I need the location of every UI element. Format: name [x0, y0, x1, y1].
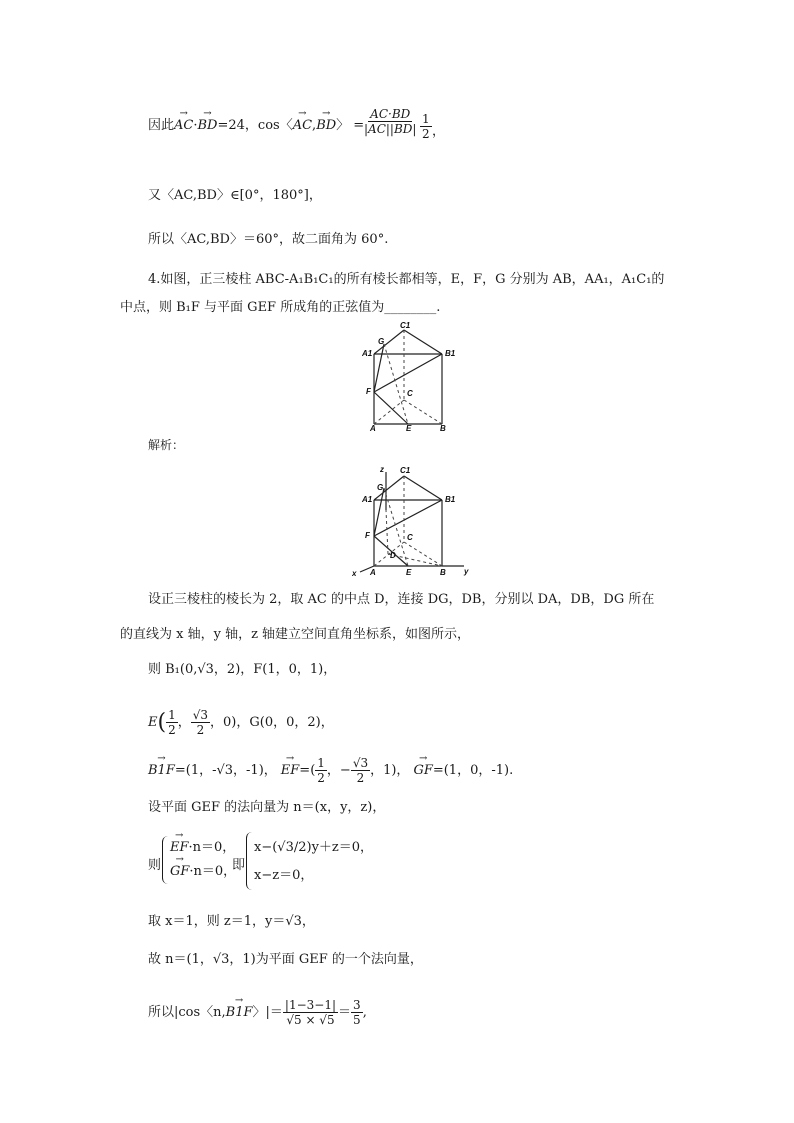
ef-x-fraction	[315, 756, 327, 785]
cos-fraction	[362, 107, 418, 136]
solution-vectors	[148, 756, 513, 785]
system-1	[162, 836, 237, 884]
fig2-label-a1: A1	[362, 495, 373, 504]
system-1-row-2	[170, 864, 236, 880]
fig1-label-a: A	[370, 424, 376, 432]
ef-mid: ，−	[326, 762, 351, 778]
vector-bd: → BD	[198, 118, 218, 134]
fig1-label-b1: B1	[445, 349, 456, 358]
text-prefix: 因此	[148, 118, 175, 133]
fig1-label-c1: C1	[400, 322, 411, 330]
solution-choose-x: 取 x＝1，则 z＝1，y＝√3，	[148, 914, 315, 929]
solution-points-e-g	[148, 708, 334, 737]
e-y-num: √3	[192, 708, 209, 722]
final-prefix: 所以|cos〈n,	[148, 1004, 226, 1020]
final-mid: 〉|＝	[252, 1004, 283, 1020]
vector-b1f-value: =(1，-√3，-1)，	[174, 762, 277, 778]
vector-gf: → GF	[413, 763, 432, 779]
final-rhs-fraction	[351, 998, 363, 1027]
solution-line-conclusion: 所以〈AC,BD〉＝60°，故二面角为 60°.	[148, 232, 389, 247]
system-2-row-2: x−z＝0，	[254, 868, 314, 883]
fig2-label-g: G	[377, 483, 384, 492]
solution-setup-2: 的直线为 x 轴，y 轴，z 轴建立空间直角坐标系，如图所示，	[120, 627, 471, 642]
cos-fraction-numerator: AC·BD	[370, 107, 411, 121]
fig2-label-b1: B1	[445, 495, 456, 504]
e-x-num: 1	[168, 708, 176, 722]
system-2-brace	[246, 832, 252, 890]
cos-fraction-denominator: |AC||BD|	[364, 122, 417, 136]
solution-points-b1-f: 则 B₁(0,√3，2)，F(1，0，1)，	[148, 662, 337, 677]
ef-y-den: 2	[356, 771, 365, 785]
fig2-label-c: C	[407, 533, 413, 542]
ef-x-den: 2	[317, 771, 325, 785]
vector-ef: → EF	[281, 763, 300, 779]
ef-eq: =(	[299, 762, 316, 778]
fig2-label-a: A	[370, 568, 376, 577]
vector-ac-2: → AC	[293, 118, 312, 134]
paren-open: (	[157, 709, 167, 735]
comma-e: ，	[177, 714, 191, 730]
vector-b1f: → B1F	[148, 763, 175, 779]
ef-x-num: 1	[317, 756, 325, 770]
final-num: |1−3−1|	[284, 998, 337, 1012]
vector-ac: → AC	[174, 118, 193, 134]
system-2	[246, 832, 374, 890]
fig2-label-e: E	[406, 568, 412, 577]
analysis-label: 解析：	[148, 438, 185, 452]
final-eq: ＝	[338, 1004, 352, 1020]
prism-figure	[362, 322, 482, 432]
text-close: 〉 =	[336, 118, 365, 133]
solution-ji-label: 即	[232, 858, 246, 873]
e-y-fraction	[191, 708, 210, 737]
text-eq24: =24，cos〈	[217, 118, 293, 133]
comma: ,	[312, 118, 317, 133]
solution-line-angle-range: 又〈AC,BD〉∈[0°，180°]，	[148, 188, 322, 203]
e-y-den: 2	[196, 723, 205, 737]
final-fraction	[283, 998, 338, 1027]
ef-y-fraction	[351, 756, 370, 785]
sys1-vector-gf: → GF	[170, 864, 189, 880]
question-line-1: 4.如图，正三棱柱 ABC-A₁B₁C₁的所有棱长都相等，E，F，G 分别为 AB，AA₁，A₁C₁的	[148, 272, 665, 287]
fig2-label-c1: C1	[400, 466, 411, 475]
fig2-label-d: D	[390, 551, 396, 560]
vector-bd-2: → BD	[316, 118, 336, 134]
fig1-label-c: C	[407, 389, 413, 398]
half-denominator: 2	[422, 127, 430, 141]
prism-axes-figure	[352, 460, 482, 580]
line1-tail: ，	[432, 124, 446, 139]
dot: ·	[193, 118, 198, 133]
solution-normal-vector: 故 n＝(1，√3，1)为平面 GEF 的一个法向量，	[148, 952, 423, 967]
ef-y-num: √3	[352, 756, 369, 770]
final-rhs-den: 5	[353, 1013, 361, 1027]
fig2-label-f: F	[365, 531, 370, 540]
e-x-den: 2	[168, 723, 176, 737]
solution-final-cos	[148, 998, 367, 1027]
solution-normal-setup: 设平面 GEF 的法向量为 n＝(x，y，z)，	[148, 800, 386, 815]
ef-tail: ，1)，	[370, 762, 410, 778]
solution-setup-1: 设正三棱柱的棱长为 2，取 AC 的中点 D，连接 DG，DB，分别以 DA，DB，DG 所在	[148, 592, 655, 607]
final-tail: ,	[362, 1004, 367, 1020]
half-fraction	[420, 112, 432, 141]
final-rhs-num: 3	[353, 998, 361, 1012]
fig1-label-e: E	[406, 424, 412, 432]
solution-line-dot-product	[148, 118, 364, 134]
fig1-label-f: F	[366, 387, 371, 396]
final-den: √5 × √5	[286, 1013, 335, 1027]
e-x-fraction	[166, 708, 178, 737]
vector-gf-value: =(1，0，-1).	[432, 762, 514, 778]
half-numerator: 1	[422, 112, 430, 126]
fig2-label-x: x	[352, 569, 357, 578]
sys1-r2: ·n＝0，	[189, 864, 237, 879]
system-2-row-1: x−(√3/2)y＋z＝0，	[254, 840, 374, 855]
sys1-r1: ·n＝0，	[188, 840, 236, 855]
fig1-label-a1: A1	[362, 349, 373, 358]
fig2-label-b: B	[440, 568, 446, 577]
final-vector-b1f: → B1F	[226, 1005, 253, 1021]
solution-then-label: 则	[148, 858, 162, 873]
fig1-label-b: B	[440, 424, 446, 432]
fig2-label-y: y	[464, 567, 469, 576]
sys1-vector-ef: → EF	[170, 840, 189, 856]
question-line-2: 中点，则 B₁F 与平面 GEF 所成角的正弦值为________.	[120, 300, 441, 315]
fig1-label-g: G	[378, 337, 385, 346]
fig2-label-z: z	[380, 465, 384, 474]
point-e-label: E	[148, 714, 158, 730]
e-tail: ，0)，G(0，0，2)，	[210, 714, 334, 730]
system-1-brace	[162, 836, 168, 884]
